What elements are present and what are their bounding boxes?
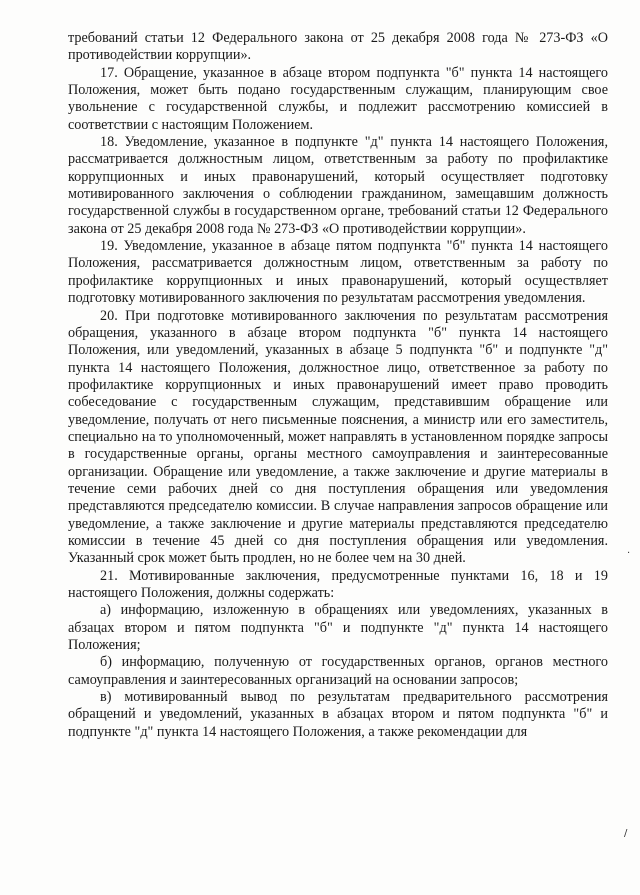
paragraph-21-a: а) информацию, изложенную в обращениях или уведомлениях, указанных в абзацах втором и пятом подпункта "б" и подпункте "д" пункта 14 настоящего Положения; [68,602,608,654]
paragraph-18: 18. Уведомление, указанное в подпункте "д" пункта 14 настоящего Положения, рассматривается должностным лицом, ответственным за работу по профилактике коррупционных и иных правонарушений, который осуществляет подготовку мотивированного заключения о соблюдении гражданином, замещавшим должность государственной службы в государственном органе, требований статьи 12 Федерального закона от 25 декабря 2008 года № 273-ФЗ «О противодействии коррупции». [68,134,608,237]
paragraph-21-v: в) мотивированный вывод по результатам предварительного рассмотрения обращений и уведомлений, указанных в абзацах втором и пятом подпункта "б" и подпункте "д" пункта 14 настоящего Положения, а также рекомендации для [68,689,608,740]
scan-mark: · [627,548,631,559]
paragraph-21: 21. Мотивированные заключения, предусмотренные пунктами 16, 18 и 19 настоящего Положения, должны содержать: [68,567,608,601]
paragraph-20: 20. При подготовке мотивированного заключения по результатам рассмотрения обращения, указанного в абзаце втором подпункта "б" пункта 14 настоящего Положения, или уведомлений, указанных в абзаце 5 подпункта "б" и подпункте "д" пункта 14 настоящего Положения, должностное лицо, ответственное за работу по профилактике коррупционных и иных правонарушений имеет право проводить собеседование с государственным служащим, представившим обращение или уведомление, получать от него письменные пояснения, а министр или его заместитель, специально на то уполномоченный, может направлять в установленном порядке запросы в государственные органы, органы местного самоуправления и заинтересованные организации. Обращение или уведомление, а также заключение и другие материалы в течение семи рабочих дней со дня поступления обращения или уведомления представляются председателю комиссии. В случае направления запросов обращение или уведомление, а также заключение и другие материалы представляются председателю комиссии в течение 45 дней со дня поступления обращения или уведомления. Указанный срок может быть продлен, но не более чем на 30 дней. [68,307,608,567]
document-body [68,30,608,741]
scan-mark: / [624,828,628,839]
paragraph-continuation: требований статьи 12 Федерального закона от 25 декабря 2008 года № 273-ФЗ «О противодействии коррупции». [68,30,608,64]
paragraph-21-b: б) информацию, полученную от государственных органов, органов местного самоуправления и заинтересованных организаций на основании запросов; [68,654,608,688]
paragraph-17: 17. Обращение, указанное в абзаце втором подпункта "б" пункта 14 настоящего Положения, может быть подано государственным служащим, планирующим свое увольнение с государственной службы, и подлежит рассмотрению комиссией в соответствии с настоящим Положением. [68,64,608,133]
paragraph-19: 19. Уведомление, указанное в абзаце пятом подпункта "б" пункта 14 настоящего Положения, рассматривается должностным лицом, ответственным за работу по профилактике коррупционных и иных правонарушений, который осуществляет подготовку мотивированного заключения по результатам рассмотрения уведомления. [68,238,608,307]
